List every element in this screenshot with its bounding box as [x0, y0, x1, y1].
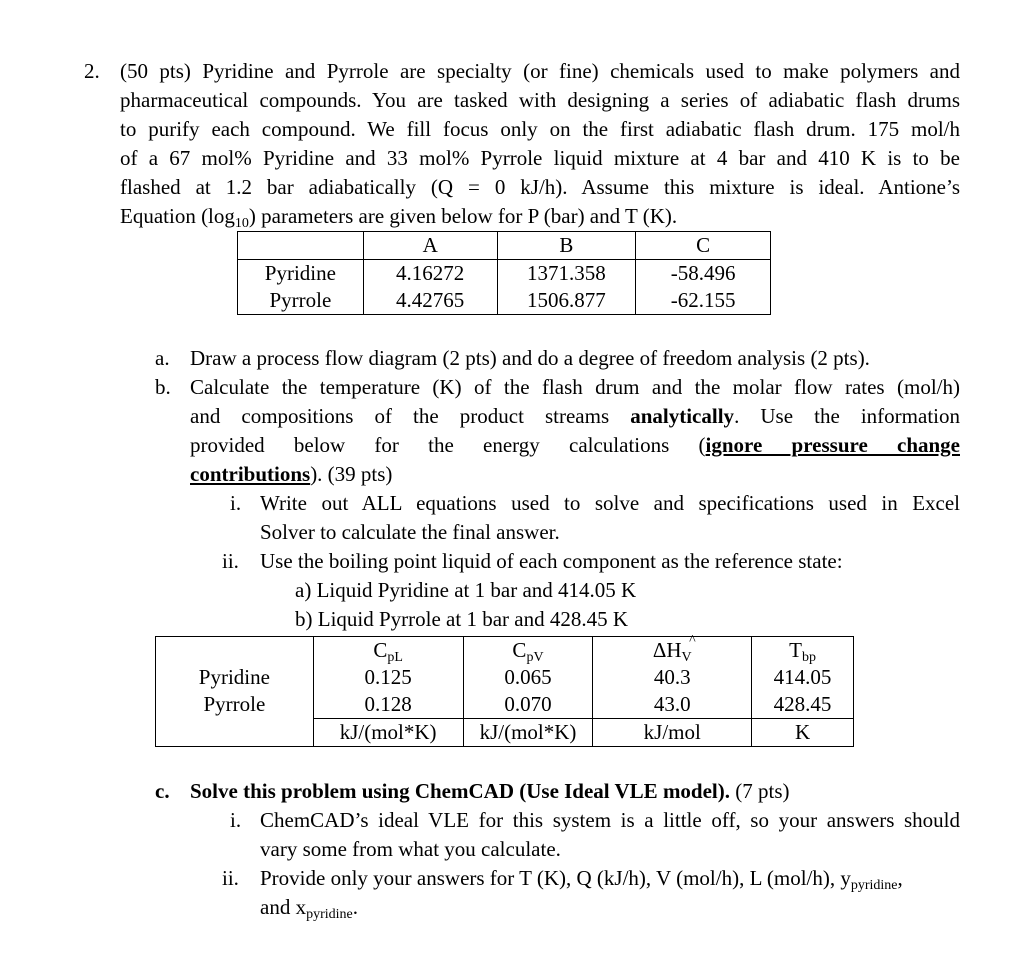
properties-units-row	[156, 719, 854, 747]
part-b-line-3: provided below for the energy calculations (ignore pressure change	[190, 433, 960, 457]
antoine-header-b: B	[497, 232, 636, 260]
part-c-i-line-2: vary some from what you calculate.	[260, 837, 561, 861]
part-c-i-label: i.	[230, 808, 242, 832]
table-cell: -58.496	[636, 260, 771, 288]
table-cell: 43.0	[593, 691, 752, 719]
part-c-ii-line-2: and $x_{pyridine}$.	[260, 895, 358, 922]
part-b-ii-text: Use the boiling point liquid of each component as the reference state:	[260, 549, 843, 573]
table-cell: Pyridine	[156, 664, 314, 691]
problem-line-3: to purify each compound. We fill focus only on the first adiabatic flash drum. 175 mol/h	[120, 117, 960, 141]
antoine-row-pyridine	[238, 260, 771, 288]
table-cell: kJ/(mol*K)	[313, 719, 463, 747]
header-dhv: ΔH^ $_V$	[593, 637, 752, 665]
reference-state-b: b) Liquid Pyrrole at 1 bar and 428.45 K	[295, 607, 629, 631]
table-cell: 4.16272	[363, 260, 497, 288]
part-b-line-1: Calculate the temperature (K) of the flash drum and the molar flow rates (mol/h)	[190, 375, 960, 399]
problem-line-1: (50 pts) Pyridine and Pyrrole are specialty (or fine) chemicals used to make polymers and	[120, 59, 960, 83]
part-a-text: Draw a process flow diagram (2 pts) and do a degree of freedom analysis (2 pts).	[190, 346, 870, 370]
problem-line-2: pharmaceutical compounds. You are tasked with designing a series of adiabatic flash drums	[120, 88, 960, 112]
antoine-row-pyrrole	[238, 287, 771, 315]
part-a-label: a.	[155, 346, 170, 370]
table-cell: 428.45	[752, 691, 854, 719]
part-c-text: Solve this problem using ChemCAD (Use Ideal VLE model). (7 pts)	[190, 779, 790, 803]
table-cell: Pyridine	[238, 260, 364, 288]
table-cell	[156, 719, 314, 747]
table-cell: 0.125	[313, 664, 463, 691]
properties-row-pyridine	[156, 664, 854, 691]
table-cell: 40.3	[593, 664, 752, 691]
header-cpl: $C_{pL}$	[313, 637, 463, 665]
part-b-i-line-1: Write out ALL equations used to solve and specifications used in Excel	[260, 491, 960, 515]
header-cpv: $C_{pV}$	[463, 637, 593, 665]
properties-header-row	[156, 637, 854, 665]
problem-line-4: of a 67 mol% Pyridine and 33 mol% Pyrrole liquid mixture at 4 bar and 410 K is to be	[120, 146, 960, 170]
table-cell: 0.065	[463, 664, 593, 691]
table-cell: 0.128	[313, 691, 463, 719]
table-cell: -62.155	[636, 287, 771, 315]
table-cell: 414.05	[752, 664, 854, 691]
antoine-table	[237, 231, 771, 315]
table-cell: Pyrrole	[238, 287, 364, 315]
table-cell: 1506.877	[497, 287, 636, 315]
problem-line-6: Equation $(\log_{10})$ parameters are given below for P (bar) and T (K).	[120, 204, 678, 231]
reference-state-a: a) Liquid Pyridine at 1 bar and 414.05 K	[295, 578, 637, 602]
table-cell: 4.42765	[363, 287, 497, 315]
table-cell: kJ/(mol*K)	[463, 719, 593, 747]
properties-row-pyrrole	[156, 691, 854, 719]
properties-table	[155, 636, 854, 747]
problem-number: 2.	[84, 59, 100, 83]
table-cell: Pyrrole	[156, 691, 314, 719]
part-c-label: c.	[155, 779, 170, 803]
part-b-ii-label: ii.	[222, 549, 239, 573]
table-cell: K	[752, 719, 854, 747]
table-cell: 1371.358	[497, 260, 636, 288]
table-cell: kJ/mol	[593, 719, 752, 747]
part-c-i-line-1: ChemCAD’s ideal VLE for this system is a little off, so your answers should	[260, 808, 960, 832]
part-b-i-label: i.	[230, 491, 242, 515]
antoine-header-a: A	[363, 232, 497, 260]
part-b-label: b.	[155, 375, 171, 399]
part-c-ii-line-1: Provide only your answers for T (K), Q (kJ/h), V (mol/h), L (mol/h), $y_{pyridine}$,	[260, 866, 903, 893]
table-cell	[156, 637, 314, 665]
part-c-ii-label: ii.	[222, 866, 239, 890]
problem-line-5: flashed at 1.2 bar adiabatically (Q = 0 kJ/h). Assume this mixture is ideal. Antione’s	[120, 175, 960, 199]
part-b-line-2: and compositions of the product streams analytically. Use the information	[190, 404, 960, 428]
antoine-header-blank	[238, 232, 364, 260]
header-tbp: $T_{bp}$	[752, 637, 854, 665]
part-b-line-4: contributions). (39 pts)	[190, 462, 393, 486]
antoine-header-row	[238, 232, 771, 260]
part-b-i-line-2: Solver to calculate the final answer.	[260, 520, 560, 544]
antoine-header-c: C	[636, 232, 771, 260]
table-cell: 0.070	[463, 691, 593, 719]
